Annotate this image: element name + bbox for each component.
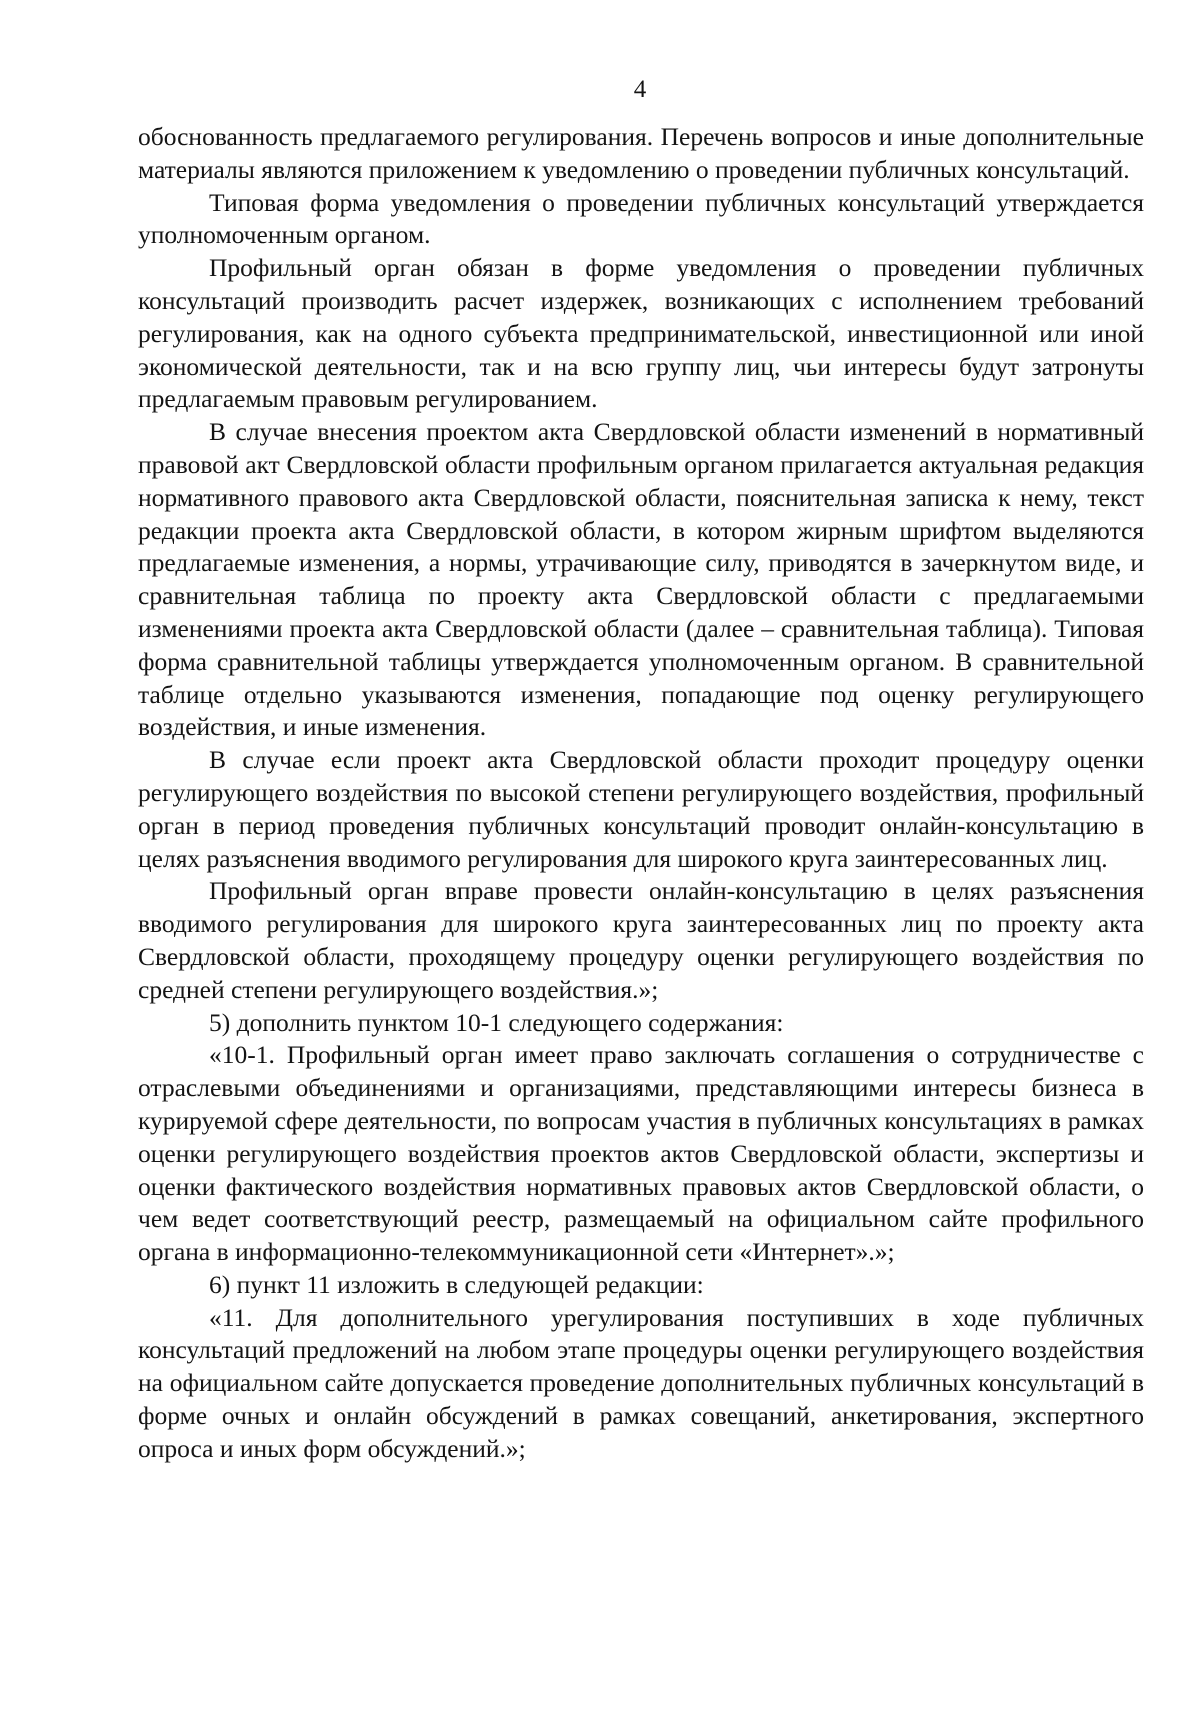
document-body [138,121,1144,1466]
paragraph-clause-11: «11. Для дополнительного урегулирования поступивших в ходе публичных консультаций предложений на любом этапе процедуры оценки регулирующего воздействия на официальном сайте допускается проведение дополнительных публичных консультаций в форме очных и онлайн обсуждений в рамках совещаний, анкетирования, экспертного опроса и иных форм обсуждений.»; [138,1302,1144,1463]
paragraph-online-consultation-high: В случае если проект акта Свердловской области проходит процедуру оценки регулирующего воздействия по высокой степени регулирующего воздействия, профильный орган в период проведения публичных консультаций проводит онлайн-консультацию в целях разъяснения вводимого регулирования для широкого круга заинтересованных лиц. [138,745,1144,873]
paragraph-standard-form: Типовая форма уведомления о проведении публичных консультаций утверждается уполномоченным органом. [138,187,1144,250]
paragraph-online-consultation-medium: Профильный орган вправе провести онлайн-консультацию в целях разъяснения вводимого регулирования для широкого круга заинтересованных лиц по проекту акта Свердловской области, проходящему процедуру оценки регулирующего воздействия по средней степени регулирующего воздействия.»; [138,876,1144,1004]
paragraph-comparative-table: В случае внесения проектом акта Свердловской области изменений в нормативный правовой акт Свердловской области профильным органом прилагается актуальная редакция нормативного правового акта Свердловской области, пояснительная записка к нему, текст редакции проекта акта Свердловской области, в котором жирным шрифтом выделяются предлагаемые изменения, а нормы, утрачивающие силу, приводятся в зачеркнутом виде, и сравнительная таблица по проекту акта Свердловской области с предлагаемыми изменениями проекта акта Свердловской области (далее – сравнительная таблица). Типовая форма сравнительной таблицы утверждается уполномоченным органом. В сравнительной таблице отдельно указываются изменения, попадающие под оценку регулирующего воздействия, и иные изменения. [138,417,1144,742]
page-number: 4 [633,76,647,103]
paragraph-clause-10-1: «10-1. Профильный орган имеет право заключать соглашения о сотрудничестве с отраслевыми объединениями и организациями, представляющими интересы бизнеса в курируемой сфере деятельности, по вопросам участия в публичных консультациях в рамках оценки регулирующего воздействия проектов актов Свердловской области, экспертизы и оценки фактического воздействия нормативных правовых актов Свердловской области, о чем ведет соответствующий реестр, размещаемый на официальном сайте профильного органа в информационно-телекоммуникационной сети «Интернет».»; [138,1040,1144,1267]
paragraph-amendment-6: 6) пункт 11 изложить в следующей редакции: [209,1269,704,1299]
paragraph-cost-calculation: Профильный орган обязан в форме уведомления о проведении публичных консультаций производить расчет издержек, возникающих с исполнением требований регулирования, как на одного субъекта предпринимательской, инвестиционной или иной экономической деятельности, так и на всю группу лиц, чьи интересы будут затронуты предлагаемым правовым регулированием. [138,253,1144,414]
paragraph-continuation: обоснованность предлагаемого регулирования. Перечень вопросов и иные дополнительные материалы являются приложением к уведомлению о проведении публичных консультаций. [138,122,1144,184]
paragraph-amendment-5: 5) дополнить пунктом 10-1 следующего содержания: [209,1007,784,1037]
